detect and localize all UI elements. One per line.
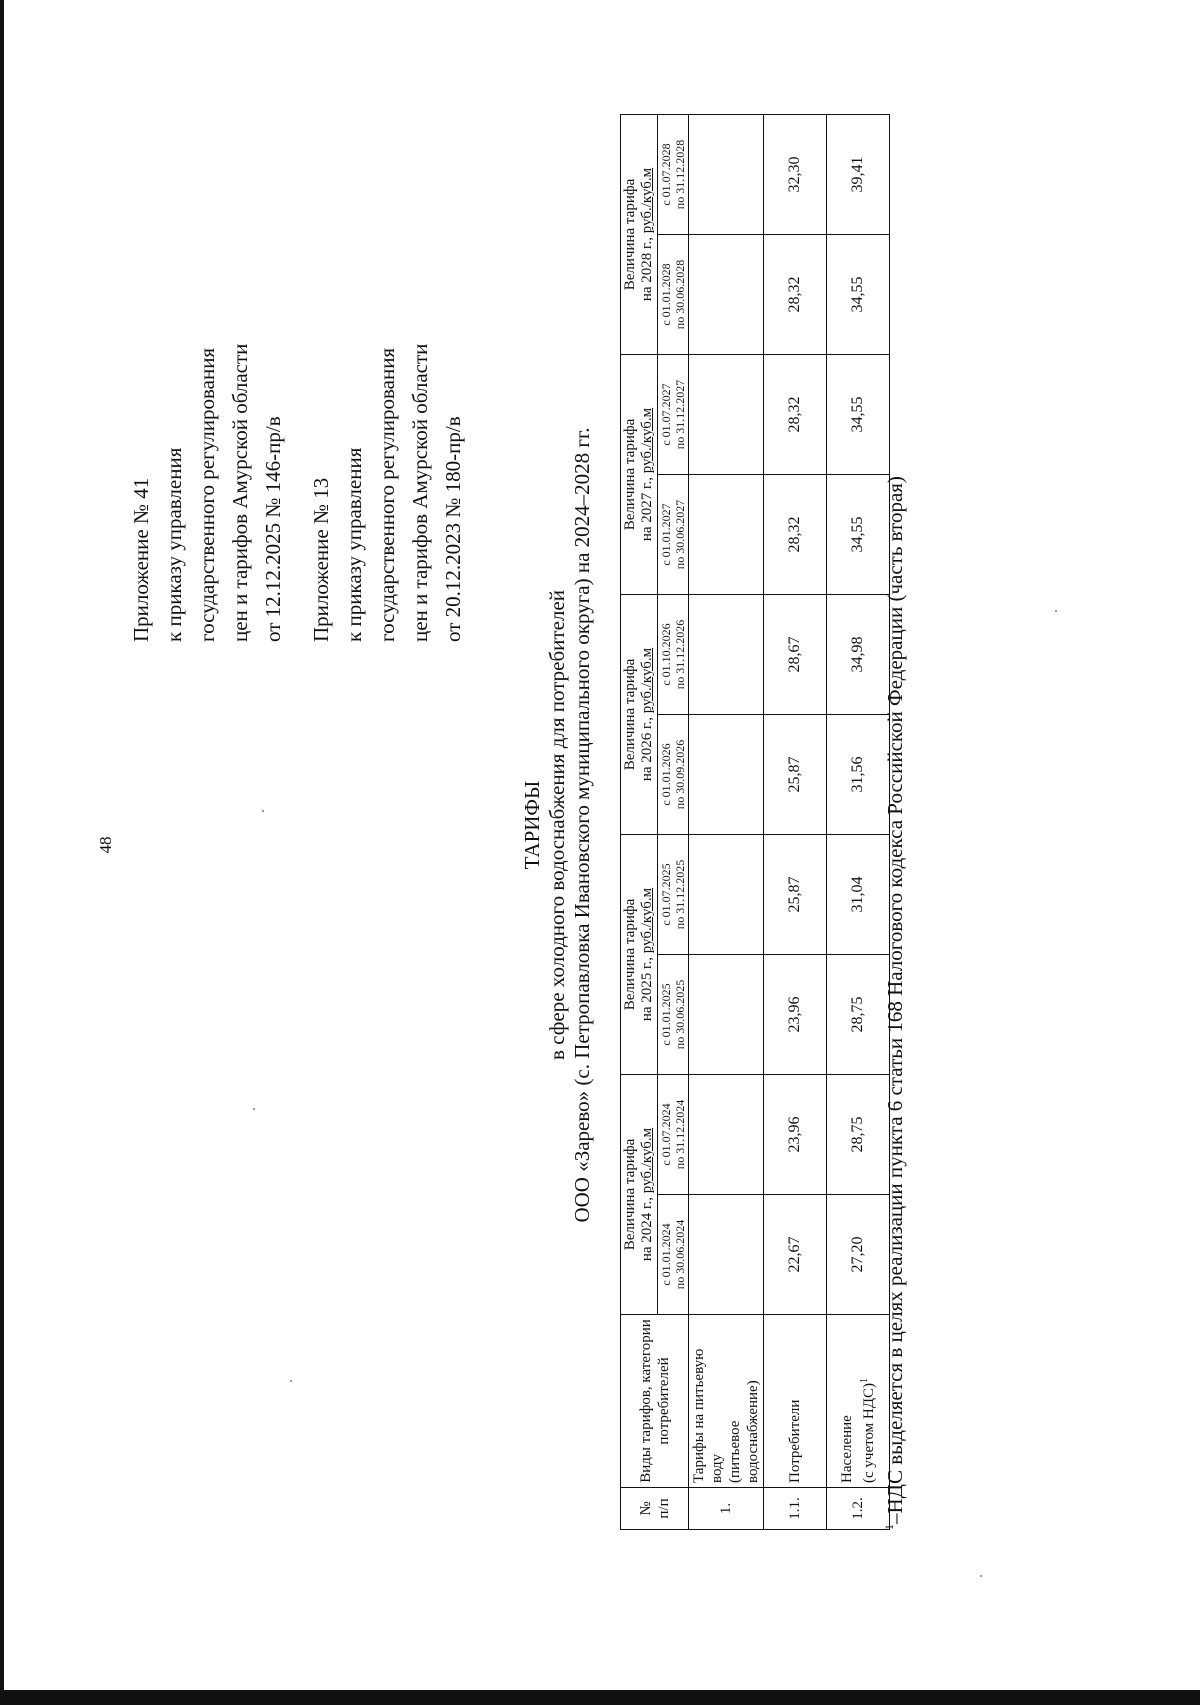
header-year-unit: руб./куб.м bbox=[639, 167, 655, 234]
footnote-number: 1 bbox=[882, 1524, 896, 1530]
period-from: с 01.07.2027 bbox=[659, 383, 673, 446]
title-organization: ООО «Зарево» (с. Петропавловка Ивановского муниципального округа) на 2024–2028 гг. bbox=[570, 427, 594, 1223]
period-from: с 01.10.2026 bbox=[659, 623, 673, 686]
tariff-value bbox=[689, 115, 764, 235]
tariff-value bbox=[689, 595, 764, 715]
approval-line: от 20.12.2023 № 180-пр/в bbox=[441, 416, 465, 642]
header-year-2028 bbox=[621, 115, 658, 355]
tariff-value: 32,30 bbox=[764, 115, 827, 235]
tariff-value: 31,56 bbox=[827, 715, 890, 835]
period-to: по 30.06.2027 bbox=[673, 499, 687, 570]
tariff-value: 25,87 bbox=[764, 715, 827, 835]
header-year-label: Величина тарифа bbox=[622, 418, 638, 531]
document-title bbox=[520, 175, 595, 1475]
header-period bbox=[658, 595, 689, 715]
period-from: с 01.01.2026 bbox=[659, 743, 673, 806]
header-year-value: на 2026 г., bbox=[639, 717, 655, 782]
period-from: с 01.01.2028 bbox=[659, 263, 673, 326]
period-to: по 31.12.2024 bbox=[673, 1099, 687, 1170]
tariff-value: 28,75 bbox=[827, 1075, 890, 1195]
footnote bbox=[882, 476, 908, 1530]
header-number-line: п/п bbox=[655, 1498, 672, 1519]
header-year-2027 bbox=[621, 355, 658, 595]
header-period bbox=[658, 835, 689, 955]
header-year-unit: руб./куб.м bbox=[639, 1127, 655, 1194]
tariff-value bbox=[689, 715, 764, 835]
row-name-line: (с учетом НДС) bbox=[861, 1383, 877, 1483]
tariff-value: 28,75 bbox=[827, 955, 890, 1075]
tariff-value: 34,55 bbox=[827, 235, 890, 355]
approval-line: Приложение № 13 bbox=[309, 477, 333, 642]
tariff-value: 28,32 bbox=[764, 235, 827, 355]
header-period bbox=[658, 715, 689, 835]
header-period bbox=[658, 235, 689, 355]
tariff-value bbox=[689, 235, 764, 355]
row-tariff-name bbox=[764, 1315, 827, 1488]
row-number: 1. bbox=[689, 1488, 764, 1530]
tariff-value: 23,96 bbox=[764, 955, 827, 1075]
table-row bbox=[764, 115, 827, 1530]
approval-line: цен и тарифов Амурской области bbox=[408, 343, 432, 642]
tariff-value: 31,04 bbox=[827, 835, 890, 955]
period-from: с 01.01.2025 bbox=[659, 983, 673, 1046]
header-year-label: Величина тарифа bbox=[622, 658, 638, 771]
header-period bbox=[658, 955, 689, 1075]
approval-line: Приложение № 41 bbox=[129, 477, 153, 642]
tariff-value: 28,32 bbox=[764, 475, 827, 595]
tariff-value: 28,32 bbox=[764, 355, 827, 475]
tariff-value: 39,41 bbox=[827, 115, 890, 235]
header-year-value: на 2025 г., bbox=[639, 957, 655, 1022]
period-to: по 30.06.2024 bbox=[673, 1219, 687, 1290]
row-name-line: Тарифы на питьевую воду bbox=[691, 1348, 725, 1483]
header-period bbox=[658, 475, 689, 595]
period-from: с 01.01.2024 bbox=[659, 1223, 673, 1286]
period-to: по 31.12.2027 bbox=[673, 379, 687, 450]
period-from: с 01.07.2025 bbox=[659, 863, 673, 926]
title-subtitle: в сфере холодного водоснабжения для потребителей bbox=[545, 590, 569, 1060]
period-to: по 31.12.2028 bbox=[673, 139, 687, 210]
period-from: с 01.01.2027 bbox=[659, 503, 673, 566]
tariff-value: 23,96 bbox=[764, 1075, 827, 1195]
tariff-table bbox=[620, 114, 890, 1530]
page-number: 48 bbox=[96, 836, 115, 854]
header-year-unit: руб./куб.м bbox=[639, 407, 655, 474]
header-year-label: Величина тарифа bbox=[622, 178, 638, 291]
header-year-value: на 2024 г., bbox=[639, 1197, 655, 1262]
tariff-value: 34,55 bbox=[827, 355, 890, 475]
period-from: с 01.07.2024 bbox=[659, 1103, 673, 1166]
row-number: 1.2. bbox=[827, 1488, 890, 1530]
tariff-value: 34,55 bbox=[827, 475, 890, 595]
header-year-value: на 2028 г., bbox=[639, 237, 655, 302]
header-number-line: № bbox=[637, 1501, 654, 1516]
header-year-label: Величина тарифа bbox=[622, 898, 638, 1011]
approval-block-original bbox=[305, 344, 470, 642]
header-tariff-kind bbox=[621, 1315, 689, 1488]
period-to: по 30.06.2025 bbox=[673, 979, 687, 1050]
row-tariff-name bbox=[827, 1315, 890, 1488]
header-period bbox=[658, 1195, 689, 1315]
footnote-mark: 1 bbox=[859, 1378, 870, 1384]
title-main: ТАРИФЫ bbox=[520, 780, 544, 870]
header-year-unit: руб./куб.м bbox=[639, 887, 655, 954]
tariff-value bbox=[689, 1075, 764, 1195]
period-from: с 01.07.2028 bbox=[659, 143, 673, 206]
header-year-label: Величина тарифа bbox=[622, 1138, 638, 1251]
tariff-value bbox=[689, 1195, 764, 1315]
period-to: по 31.12.2025 bbox=[673, 859, 687, 930]
row-name-line: (питьевое водоснабжение) bbox=[727, 1380, 761, 1483]
header-year-value: на 2027 г., bbox=[639, 477, 655, 542]
header-year-2025 bbox=[621, 835, 658, 1075]
tariff-value bbox=[689, 355, 764, 475]
header-period bbox=[658, 355, 689, 475]
tariff-value bbox=[689, 475, 764, 595]
header-kind-line: потребителей bbox=[655, 1357, 672, 1445]
period-to: по 30.09.2026 bbox=[673, 739, 687, 810]
tariff-value: 28,67 bbox=[764, 595, 827, 715]
row-name-line: Потребители bbox=[787, 1399, 803, 1483]
row-name-line: Население bbox=[839, 1415, 855, 1483]
approval-line: цен и тарифов Амурской области bbox=[228, 343, 252, 642]
tariff-value: 34,98 bbox=[827, 595, 890, 715]
approval-line: государственного регулирования bbox=[375, 347, 399, 642]
header-period bbox=[658, 1075, 689, 1195]
tariff-value: 27,20 bbox=[827, 1195, 890, 1315]
row-number: 1.1. bbox=[764, 1488, 827, 1530]
table-row bbox=[827, 115, 890, 1530]
period-to: по 31.12.2026 bbox=[673, 619, 687, 690]
approval-line: государственного регулирования bbox=[195, 347, 219, 642]
footnote-text: –НДС выделяется в целях реализации пункта 6 статьи 168 Налогового кодекса Российской Федерации (часть вторая) bbox=[883, 476, 907, 1524]
header-year-2024 bbox=[621, 1075, 658, 1315]
header-kind-line: Виды тарифов, категории bbox=[637, 1319, 654, 1483]
approval-block-current bbox=[125, 344, 290, 642]
tariff-value: 22,67 bbox=[764, 1195, 827, 1315]
tariff-value bbox=[689, 835, 764, 955]
tariff-value: 25,87 bbox=[764, 835, 827, 955]
period-to: по 30.06.2028 bbox=[673, 259, 687, 330]
table-header-row bbox=[621, 115, 658, 1530]
tariff-value bbox=[689, 955, 764, 1075]
approval-line: от 12.12.2025 № 146-пр/в bbox=[261, 416, 285, 642]
header-year-unit: руб./куб.м bbox=[639, 647, 655, 714]
header-year-2026 bbox=[621, 595, 658, 835]
row-tariff-name bbox=[689, 1315, 764, 1488]
table-row bbox=[689, 115, 764, 1530]
header-number bbox=[621, 1488, 689, 1530]
approval-line: к приказу управления bbox=[342, 447, 366, 642]
header-period bbox=[658, 115, 689, 235]
approval-line: к приказу управления bbox=[162, 447, 186, 642]
